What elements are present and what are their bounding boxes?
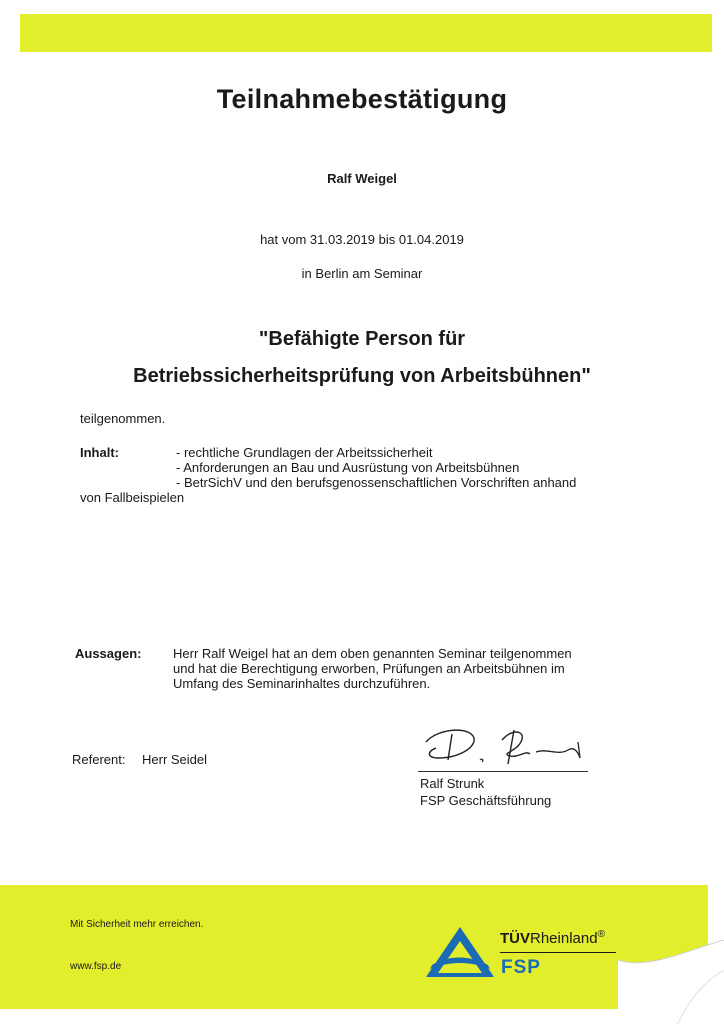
statement-line: und hat die Berechtigung erworben, Prüfungen an Arbeitsbühnen im: [173, 661, 565, 676]
signer-name: Ralf Strunk: [420, 776, 485, 791]
content-list: [176, 445, 636, 490]
content-item: - BetrSichV und den berufsgenossenschaftlichen Vorschriften anhand: [176, 475, 577, 490]
participant-name: Ralf Weigel: [327, 171, 397, 186]
footer-slogan: Mit Sicherheit mehr erreichen.: [70, 919, 204, 930]
content-item-continuation: von Fallbeispielen: [80, 490, 185, 505]
brand-tuv: TÜV: [500, 930, 530, 947]
seminar-title-line-2: Betriebssicherheitsprüfung von Arbeitsbühnen": [133, 365, 591, 387]
footer-website: www.fsp.de: [70, 961, 122, 972]
signature-image: [418, 720, 598, 770]
date-range-line: hat vom 31.03.2019 bis 01.04.2019: [260, 232, 464, 247]
referent-name: Herr Seidel: [142, 752, 208, 767]
signature-line: [418, 771, 588, 772]
brand-registered-mark: ®: [597, 929, 605, 940]
location-line: in Berlin am Seminar: [301, 266, 423, 281]
brand-fsp: FSP: [501, 957, 541, 978]
tuv-rheinland-brand: [500, 929, 605, 947]
content-label: Inhalt:: [80, 445, 119, 460]
statement-line: Umfang des Seminarinhaltes durchzuführen.: [173, 676, 431, 691]
certificate-title: Teilnahmebestätigung: [216, 84, 508, 114]
top-accent-bar: [20, 14, 712, 52]
signer-role: FSP Geschäftsführung: [420, 793, 552, 808]
tuv-triangle-logo-icon: [424, 925, 496, 979]
footer-accent-band: [0, 885, 708, 1009]
seminar-title-line-1: "Befähigte Person für: [258, 328, 466, 350]
brand-rheinland: Rheinland: [530, 930, 598, 947]
page-curl-corner: [618, 940, 724, 1024]
statement-label: Aussagen:: [75, 646, 142, 661]
participated-text: teilgenommen.: [80, 411, 166, 426]
brand-divider: [500, 952, 616, 953]
referent-label: Referent:: [72, 752, 126, 767]
statement-line: Herr Ralf Weigel hat an dem oben genannten Seminar teilgenommen: [173, 646, 572, 661]
content-item: - Anforderungen an Bau und Ausrüstung von Arbeitsbühnen: [176, 460, 520, 475]
statement-text: [173, 646, 633, 691]
content-item: - rechtliche Grundlagen der Arbeitssicherheit: [176, 445, 433, 460]
